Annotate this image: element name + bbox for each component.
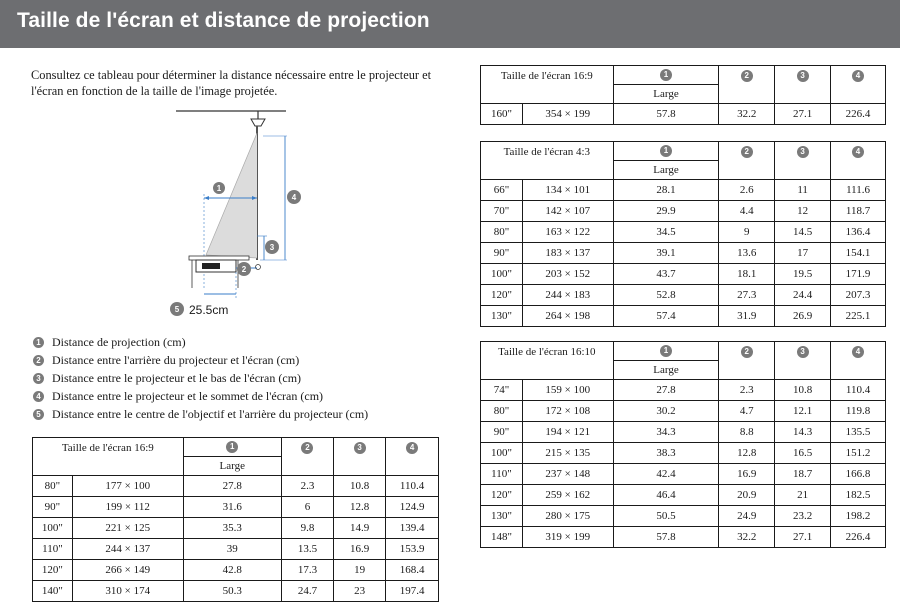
table-cell: 20.9: [719, 485, 775, 506]
col-header: [613, 142, 719, 161]
table-cell: 171.9: [831, 264, 886, 285]
table-cell: 135.5: [831, 422, 886, 443]
legend-badge-icon: 4: [33, 391, 44, 402]
table-cell: 124.9: [386, 497, 439, 518]
legend-badge-icon: 5: [33, 409, 44, 420]
legend-text: Distance entre le centre de l'objectif et l'arrière du projecteur (cm): [52, 407, 369, 421]
projector-lens: [202, 263, 220, 269]
table-cell: 34.5: [613, 222, 719, 243]
table-cell: 13.5: [281, 539, 333, 560]
table-cell: 14.5: [775, 222, 831, 243]
table-cell: 6: [281, 497, 333, 518]
table-cell: 197.4: [386, 581, 439, 602]
table-cell: 24.4: [775, 285, 831, 306]
col-header: [281, 438, 333, 476]
col-header: [831, 342, 886, 380]
table-cell: 32.2: [719, 527, 775, 548]
page-title: Taille de l'écran et distance de projection: [17, 9, 430, 32]
legend-text: Distance entre le projecteur et le sommet de l'écran (cm): [52, 389, 324, 403]
col-subheader: Large: [613, 361, 719, 380]
table-cell: 110.4: [386, 476, 439, 497]
col-3-icon: 3: [797, 146, 809, 158]
table-cell: 66": [481, 180, 523, 201]
col-header: [183, 438, 281, 457]
table-cell: 35.3: [183, 518, 281, 539]
callout-2-label: 2: [241, 265, 247, 274]
table-cell: 11: [775, 180, 831, 201]
table-cell: 163 × 122: [522, 222, 613, 243]
table-cell: 42.8: [183, 560, 281, 581]
col-2-icon: 2: [741, 346, 753, 358]
table-cell: 50.3: [183, 581, 281, 602]
table-16-9-continued: [480, 65, 886, 125]
table-cell: 354 × 199: [522, 104, 613, 125]
table-cell: 134 × 101: [522, 180, 613, 201]
table-cell: 111.6: [831, 180, 886, 201]
table-cell: 57.4: [613, 306, 719, 327]
screen-bottom-marker: [256, 265, 261, 270]
col-4-icon: 4: [406, 442, 418, 454]
legend-badge-icon: 1: [33, 337, 44, 348]
table-cell: 12.8: [334, 497, 386, 518]
table-cell: 8.8: [719, 422, 775, 443]
col-4-icon: 4: [852, 70, 864, 82]
table-row: [481, 243, 886, 264]
table-row: [481, 401, 886, 422]
col-1-icon: 1: [660, 145, 672, 157]
table-cell: 13.6: [719, 243, 775, 264]
table-cell: 225.1: [831, 306, 886, 327]
table-row: [33, 539, 439, 560]
table-cell: 264 × 198: [522, 306, 613, 327]
table-cell: 194 × 121: [522, 422, 613, 443]
table-cell: 2.3: [281, 476, 333, 497]
col-header: [613, 342, 719, 361]
table-cell: 34.3: [613, 422, 719, 443]
table-cell: 168.4: [386, 560, 439, 581]
table-title: Taille de l'écran 16:9: [481, 66, 614, 104]
table-row: [481, 180, 886, 201]
col-1-icon: 1: [226, 441, 238, 453]
table-cell: 90": [481, 422, 523, 443]
table-cell: 2.3: [719, 380, 775, 401]
table-cell: 280 × 175: [522, 506, 613, 527]
col-header: [719, 142, 775, 180]
table-cell: 9.8: [281, 518, 333, 539]
table-cell: 130": [481, 306, 523, 327]
table-title: Taille de l'écran 16:9: [33, 438, 184, 476]
table-row: [481, 104, 886, 125]
table-cell: 120": [481, 485, 523, 506]
table-cell: 57.8: [613, 527, 719, 548]
projector-shelf: [189, 256, 249, 260]
col-header: [775, 342, 831, 380]
intro-text: Consultez ce tableau pour déterminer la distance nécessaire entre le projecteur et l'écran en fonction de la taille de l'image projetée.: [31, 68, 432, 98]
table-cell: 110": [33, 539, 73, 560]
table-cell: 23: [334, 581, 386, 602]
table-cell: 130": [481, 506, 523, 527]
col-1-icon: 1: [660, 69, 672, 81]
col-header: [719, 342, 775, 380]
table-cell: 244 × 183: [522, 285, 613, 306]
table-row: [481, 464, 886, 485]
mount-bracket: [251, 119, 265, 126]
table-cell: 207.3: [831, 285, 886, 306]
table-cell: 166.8: [831, 464, 886, 485]
table-cell: 110": [481, 464, 523, 485]
table-cell: 39: [183, 539, 281, 560]
col-4-icon: 4: [852, 346, 864, 358]
table-cell: 215 × 135: [522, 443, 613, 464]
table-row: [481, 264, 886, 285]
table-cell: 27.3: [719, 285, 775, 306]
table-cell: 148": [481, 527, 523, 548]
table-cell: 198.2: [831, 506, 886, 527]
projection-diagram: [168, 108, 318, 318]
table-cell: 80": [481, 401, 523, 422]
table-cell: 57.8: [613, 104, 719, 125]
table-row: [481, 527, 886, 548]
table-cell: 38.3: [613, 443, 719, 464]
col-1-icon: 1: [660, 345, 672, 357]
table-row: [33, 560, 439, 581]
table-cell: 319 × 199: [522, 527, 613, 548]
table-row: [481, 485, 886, 506]
table-cell: 24.9: [719, 506, 775, 527]
table-title: Taille de l'écran 4:3: [481, 142, 614, 180]
table-cell: 153.9: [386, 539, 439, 560]
table-row: [481, 506, 886, 527]
table-cell: 27.1: [775, 527, 831, 548]
table-cell: 221 × 125: [72, 518, 183, 539]
page-header: [0, 0, 900, 48]
col-2-icon: 2: [741, 146, 753, 158]
table-cell: 151.2: [831, 443, 886, 464]
table-cell: 244 × 137: [72, 539, 183, 560]
table-row: [481, 306, 886, 327]
table-16-10: [480, 341, 886, 548]
table-cell: 32.2: [719, 104, 775, 125]
table-cell: 46.4: [613, 485, 719, 506]
table-cell: 4.7: [719, 401, 775, 422]
table-cell: 9: [719, 222, 775, 243]
table-cell: 12.1: [775, 401, 831, 422]
table-cell: 100": [481, 264, 523, 285]
table-cell: 16.5: [775, 443, 831, 464]
table-cell: 100": [33, 518, 73, 539]
col-subheader: Large: [613, 161, 719, 180]
table-row: [33, 581, 439, 602]
table-cell: 140": [33, 581, 73, 602]
table-cell: 52.8: [613, 285, 719, 306]
table-cell: 2.6: [719, 180, 775, 201]
table-cell: 23.2: [775, 506, 831, 527]
table-cell: 19.5: [775, 264, 831, 285]
table-cell: 39.1: [613, 243, 719, 264]
table-cell: 4.4: [719, 201, 775, 222]
col-header: [386, 438, 439, 476]
table-cell: 10.8: [775, 380, 831, 401]
col-2-icon: 2: [741, 70, 753, 82]
table-cell: 74": [481, 380, 523, 401]
legend-text: Distance entre le projecteur et le bas de l'écran (cm): [52, 371, 302, 385]
col-3-icon: 3: [354, 442, 366, 454]
table-cell: 31.9: [719, 306, 775, 327]
table-row: [481, 222, 886, 243]
table-cell: 139.4: [386, 518, 439, 539]
table-cell: 16.9: [719, 464, 775, 485]
table-row: [33, 476, 439, 497]
col-3-icon: 3: [797, 346, 809, 358]
table-row: [481, 380, 886, 401]
table-cell: 10.8: [334, 476, 386, 497]
table-cell: 21: [775, 485, 831, 506]
col-header: [719, 66, 775, 104]
table-row: [481, 201, 886, 222]
table-row: [33, 497, 439, 518]
table-cell: 177 × 100: [72, 476, 183, 497]
legend-badge-icon: 2: [33, 355, 44, 366]
col-header: [831, 66, 886, 104]
table-16-9: [32, 437, 439, 602]
table-cell: 120": [481, 285, 523, 306]
table-cell: 27.8: [183, 476, 281, 497]
table-cell: 183 × 137: [522, 243, 613, 264]
table-cell: 226.4: [831, 527, 886, 548]
table-cell: 42.4: [613, 464, 719, 485]
table-cell: 159 × 100: [522, 380, 613, 401]
table-row: [33, 518, 439, 539]
table-cell: 172 × 108: [522, 401, 613, 422]
table-cell: 12.8: [719, 443, 775, 464]
col-4-icon: 4: [852, 146, 864, 158]
callout-4-label: 4: [291, 193, 297, 202]
col-subheader: Large: [183, 457, 281, 476]
col-header: [334, 438, 386, 476]
table-cell: 19: [334, 560, 386, 581]
table-cell: 14.9: [334, 518, 386, 539]
table-cell: 90": [33, 497, 73, 518]
table-cell: 30.2: [613, 401, 719, 422]
col-header: [831, 142, 886, 180]
callout-3-label: 3: [269, 243, 275, 252]
table-cell: 266 × 149: [72, 560, 183, 581]
table-cell: 12: [775, 201, 831, 222]
legend-badge-icon: 3: [33, 373, 44, 384]
table-cell: 50.5: [613, 506, 719, 527]
callout-1-label: 1: [216, 184, 222, 193]
legend-text: Distance entre l'arrière du projecteur et l'écran (cm): [52, 353, 300, 367]
table-cell: 31.6: [183, 497, 281, 518]
table-cell: 24.7: [281, 581, 333, 602]
table-4-3: [480, 141, 886, 327]
col-subheader: Large: [613, 85, 719, 104]
table-cell: 27.1: [775, 104, 831, 125]
callout-5-label: 5: [174, 305, 180, 314]
table-cell: 16.9: [334, 539, 386, 560]
col-header: [613, 66, 719, 85]
col-3-icon: 3: [797, 70, 809, 82]
table-cell: 118.7: [831, 201, 886, 222]
col-header: [775, 142, 831, 180]
table-cell: 14.3: [775, 422, 831, 443]
table-cell: 182.5: [831, 485, 886, 506]
legend-text: Distance de projection (cm): [52, 335, 186, 349]
table-cell: 70": [481, 201, 523, 222]
col-header: [775, 66, 831, 104]
table-cell: 154.1: [831, 243, 886, 264]
offset-label: 25.5cm: [189, 303, 229, 317]
table-cell: 237 × 148: [522, 464, 613, 485]
table-cell: 17.3: [281, 560, 333, 581]
table-row: [481, 285, 886, 306]
table-cell: 18.1: [719, 264, 775, 285]
table-cell: 43.7: [613, 264, 719, 285]
table-cell: 90": [481, 243, 523, 264]
dim-arrow: [204, 196, 209, 200]
table-cell: 226.4: [831, 104, 886, 125]
table-cell: 29.9: [613, 201, 719, 222]
table-cell: 136.4: [831, 222, 886, 243]
table-cell: 259 × 162: [522, 485, 613, 506]
table-cell: 18.7: [775, 464, 831, 485]
col-2-icon: 2: [301, 442, 313, 454]
table-cell: 26.9: [775, 306, 831, 327]
table-cell: 27.8: [613, 380, 719, 401]
table-cell: 199 × 112: [72, 497, 183, 518]
table-cell: 80": [481, 222, 523, 243]
table-cell: 80": [33, 476, 73, 497]
table-cell: 142 × 107: [522, 201, 613, 222]
table-title: Taille de l'écran 16:10: [481, 342, 614, 380]
table-cell: 160": [481, 104, 523, 125]
table-cell: 28.1: [613, 180, 719, 201]
table-cell: 310 × 174: [72, 581, 183, 602]
table-cell: 120": [33, 560, 73, 581]
table-cell: 203 × 152: [522, 264, 613, 285]
table-row: [481, 443, 886, 464]
table-cell: 110.4: [831, 380, 886, 401]
table-row: [481, 422, 886, 443]
table-cell: 100": [481, 443, 523, 464]
table-cell: 119.8: [831, 401, 886, 422]
table-cell: 17: [775, 243, 831, 264]
